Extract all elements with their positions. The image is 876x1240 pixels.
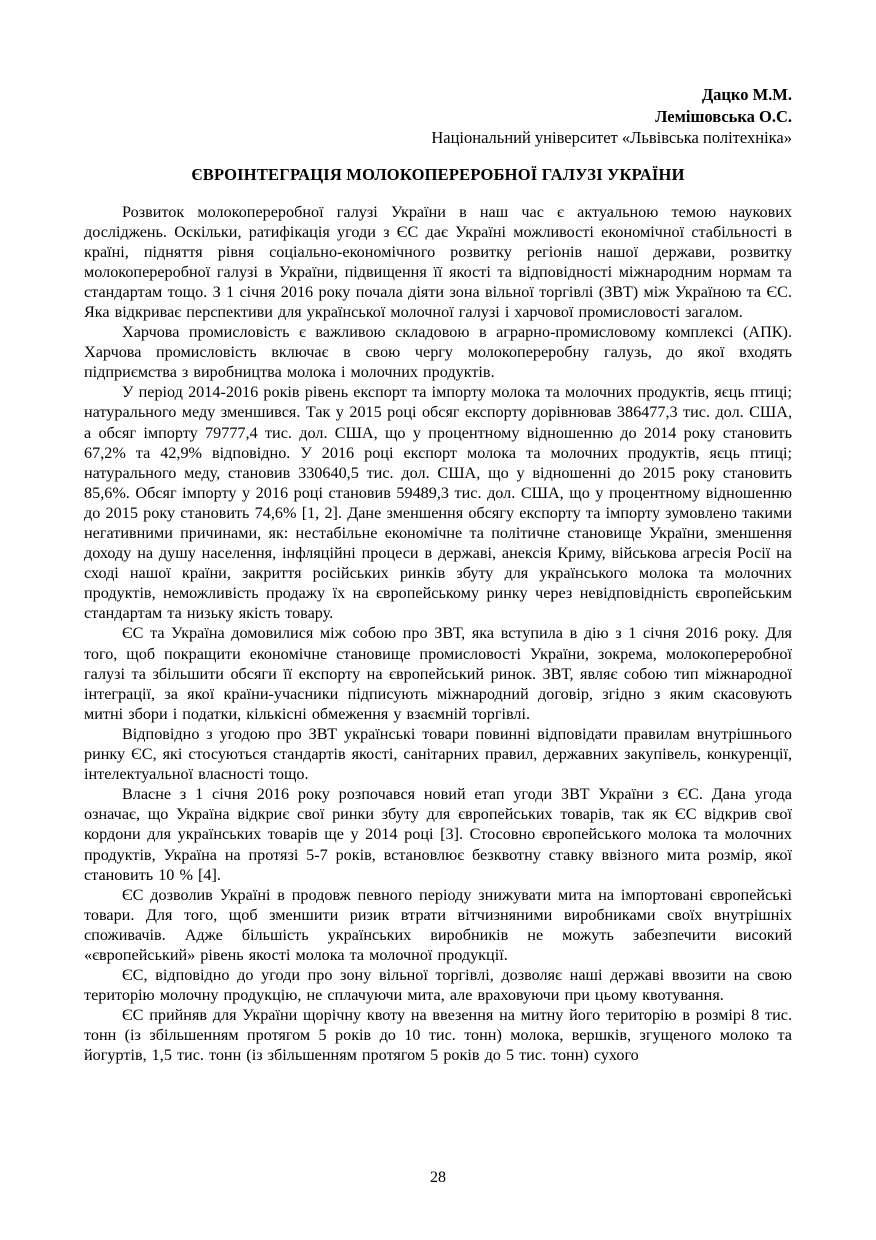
paragraph-6: Власне з 1 січня 2016 року розпочався новий етап угоди ЗВТ України з ЄС. Дана угода означає, що Україна відкриє свої ринки збуту для європейських товарів, так як ЄС відкрив свої кордони для українських товарів ще у 2014 році [3]. Стосовно європейського молока та молочних продуктів, Україна на протязі 5-7 років, встановлює безквотну ставку ввізного мита розмір, якої становить 10 % [4].: [84, 785, 792, 884]
paragraph-9: ЄС прийняв для України щорічну квоту на ввезення на митну його територію в розмірі 8 тис. тонн (із збільшенням протягом 5 років до 10 тис. тонн) молока, вершків, згущеного молоко та йогуртів, 1,5 тис. тонн (із збільшенням протягом 5 років до 5 тис. тонн) сухого: [84, 1006, 792, 1065]
paragraph-8: ЄС, відповідно до угоди про зону вільної торгівлі, дозволяє наші державі ввозити на свою територію молочну продукцію, не сплачуючи мита, але враховуючи при цьому квотування.: [84, 966, 792, 1005]
paragraph-1: Розвиток молокопереробної галузі України в наш час є актуальною темою наукових досліджень. Оскільки, ратифікація угоди з ЄС дає Україні можливості економічної стабільності в країні, підняття рівня соціально-економічного розвитку регіонів нашої держави, розвитку молокопереробної галузі в України, підвищення її якості та відповідності міжнародним нормам та стандартам тощо. З 1 січня 2016 року почала діяти зона вільної торгівлі (ЗВТ) між Україною та ЄС. Яка відкриває перспективи для української молочної галузі і харчової промисловості загалом.: [84, 202, 792, 321]
paragraph-4: ЄС та Україна домовилися між собою про ЗВТ, яка вступила в дію з 1 січня 2016 року. Для того, щоб покращити економічне становище промисловості України, зокрема, молокопереробної галузі та збільшити обсяги її експорту на європейський ринок. ЗВТ, являє собою тип міжнародної інтеграції, за якої країни-учасники підписують міжнародний договір, згідно з яким скасовують митні збори і податки, кількісні обмеження у взаємній торгівлі.: [84, 624, 792, 723]
paragraph-3: У період 2014-2016 років рівень експорт та імпорту молока та молочних продуктів, яєць птиці; натурального меду зменшився. Так у 2015 році обсяг експорту дорівнював 386477,3 тис. дол. США, а обсяг імпорту 79777,4 тис. дол. США, що у процентному відношенню до 2014 року становить 67,2% та 42,9% відповідно. У 2016 році експорт молока та молочних продуктів, яєць птиці; натурального меду, становив 330640,5 тис. дол. США, що у відношенні до 2015 року становить 85,6%. Обсяг імпорту у 2016 році становив 59489,3 тис. дол. США, що у процентному відношенню до 2015 року становить 74,6% [1, 2]. Дане зменшення обсягу експорту та імпорту зумовлено такими негативними причинами, як: нестабільне економічне та політичне становище України, зменшення доходу на душу населення, інфляційні процеси в державі, анексія Криму, військова агресія Росії на сході нашої країни, закриття російських ринків збуту для українського молока та молочних продуктів, неможливість продажу їх на європейському ринку через невідповідність європейським стандартам та низьку якість товару.: [84, 383, 792, 623]
article-body: [84, 202, 792, 1066]
author-1: Дацко М.М.: [701, 85, 792, 104]
paragraph-5: Відповідно з угодою про ЗВТ українські товари повинні відповідати правилам внутрішнього ринку ЄС, які стосуються стандартів якості, санітарних правил, державних закупівель, конкуренції, інтелектуальної власності тощо.: [84, 724, 792, 784]
page-number: 28: [430, 1169, 446, 1186]
author-2: Лемішовська О.С.: [655, 106, 792, 126]
byline-block: [84, 84, 792, 149]
paragraph-2: Харчова промисловість є важливою складовою в аграрно-промисловому комплексі (АПК). Харчова промисловість включає в свою чергу молокопереробну галузь, до якої входять підприємства з виробництва молока і молочних продуктів.: [84, 323, 792, 382]
paper-title: ЄВРОІНТЕГРАЦІЯ МОЛОКОПЕРЕРОБНОЇ ГАЛУЗІ УКРАЇНИ: [191, 164, 685, 184]
paragraph-7: ЄС дозволив Україні в продовж певного періоду знижувати мита на імпортовані європейські товари. Для того, щоб зменшити ризик втрати вітчизняними виробниками своїх внутрішніх споживачів. Адже більшість українських виробників не можуть забезпечити високий «європейський» рівень якості молока та молочної продукції.: [84, 885, 792, 964]
affiliation: Національний університет «Львівська політехніка»: [431, 128, 792, 147]
